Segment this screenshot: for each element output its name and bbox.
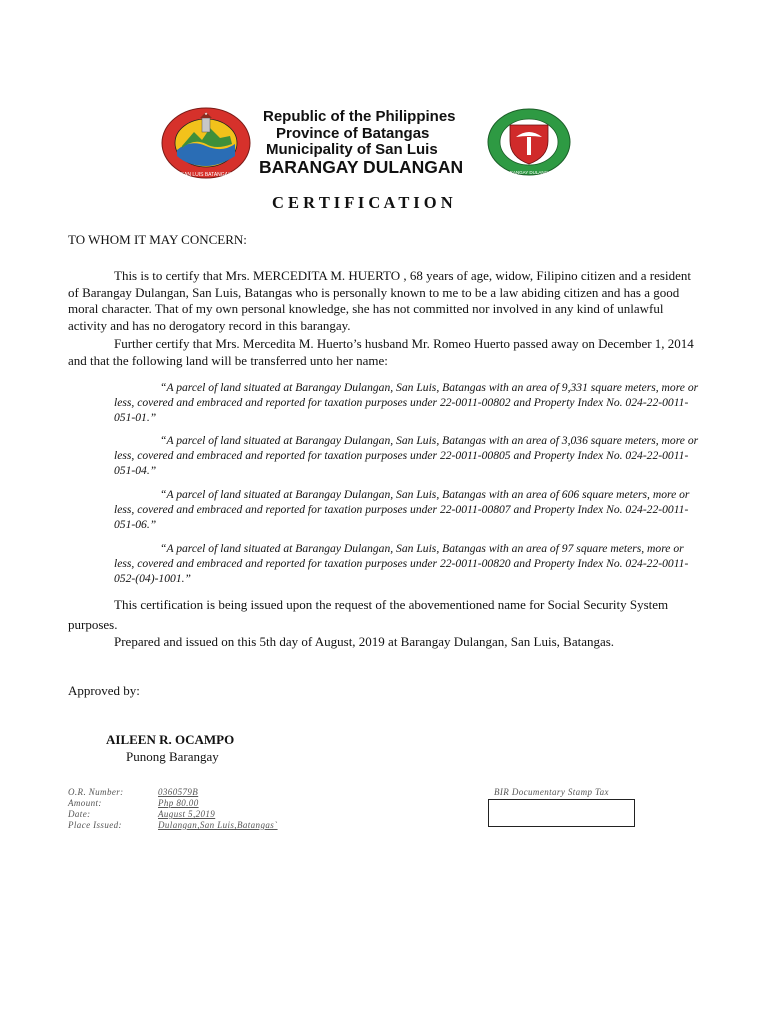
header-municipality: Municipality of San Luis <box>266 141 438 158</box>
land-parcel-2: “A parcel of land situated at Barangay Dulangan, San Luis, Batangas with an area of 3,036 square meters, more or less, covered and embraced and reported for taxation purposes under 22-0011-00805 and Property Index No. 024-22-0011-051-04.” <box>114 434 699 477</box>
amount-value: Php 80.00 <box>158 798 199 808</box>
place-issued-value: Dulangan,San Luis,Batangas` <box>158 820 278 830</box>
signatory-position: Punong Barangay <box>126 749 219 764</box>
amount-label: Amount: <box>68 798 102 808</box>
land-parcel-1: “A parcel of land situated at Barangay Dulangan, San Luis, Batangas with an area of 9,331 square meters, more or less, covered and embraced and reported for taxation purposes under 22-0011-00802 and Property Index No. 024-22-0011-051-01.” <box>114 381 699 424</box>
approved-by-label: Approved by: <box>68 683 140 698</box>
san-luis-seal-icon <box>160 106 252 180</box>
header-province: Province of Batangas <box>276 125 430 142</box>
header-barangay: BARANGAY DULANGAN <box>259 157 464 177</box>
land-parcel-4: “A parcel of land situated at Barangay Dulangan, San Luis, Batangas with an area of 97 square meters, more or less, covered and embraced and reported for taxation purposes under 22-0011-00820 and Property Index No. 024-22-0011-052-(04)-1001.” <box>114 542 689 585</box>
signatory-name: AILEEN R. OCAMPO <box>106 732 235 747</box>
left-seal-ring-text: SAN LUIS BATANGAS <box>180 172 232 178</box>
header-republic: Republic of the Philippines <box>263 108 456 125</box>
place-issued-label: Place Issued: <box>68 820 122 830</box>
barangay-dulangan-seal-icon <box>486 107 572 177</box>
stamp-tax-box <box>488 799 635 827</box>
paragraph-certify: This is to certify that Mrs. MERCEDITA M. HUERTO , 68 years of age, widow, Filipino citizen and a resident of Barangay Dulangan, San Luis, Batangas who is personally known to me to be a law abiding citizen and has a good moral character. That of my own personal knowledge, she has not committed nor involved in any kind of unlawful activity and has no derogatory record in this barangay. <box>68 268 691 333</box>
paragraph-further-certify: Further certify that Mrs. Mercedita M. Huerto’s husband Mr. Romeo Huerto passed away on December 1, 2014 and that the following land will be transferred unto her name: <box>68 336 694 368</box>
svg-text:★: ★ <box>204 111 208 116</box>
or-number-label: O.R. Number: <box>68 787 124 797</box>
salutation: TO WHOM IT MAY CONCERN: <box>68 232 247 247</box>
date-label: Date: <box>68 809 91 819</box>
right-seal-ring-text: BARANGAY DULANGAN <box>503 170 555 175</box>
or-number-value: 0360579B <box>158 787 199 797</box>
stamp-tax-label: BIR Documentary Stamp Tax <box>494 787 609 797</box>
paragraph-issued: Prepared and issued on this 5th day of August, 2019 at Barangay Dulangan, San Luis, Batangas. <box>114 634 615 649</box>
paragraph-purpose: This certification is being issued upon the request of the abovementioned name for Social Security System purposes. <box>68 597 669 632</box>
page-title: C E R T I F I C A T I O N <box>272 193 453 212</box>
land-parcel-3: “A parcel of land situated at Barangay Dulangan, San Luis, Batangas with an area of 606 square meters, more or less, covered and embraced and reported for taxation purposes under 22-0011-00807 and Property Index No. 024-22-0011-051-06.” <box>114 488 690 531</box>
date-value: August 5,2019 <box>158 809 216 819</box>
